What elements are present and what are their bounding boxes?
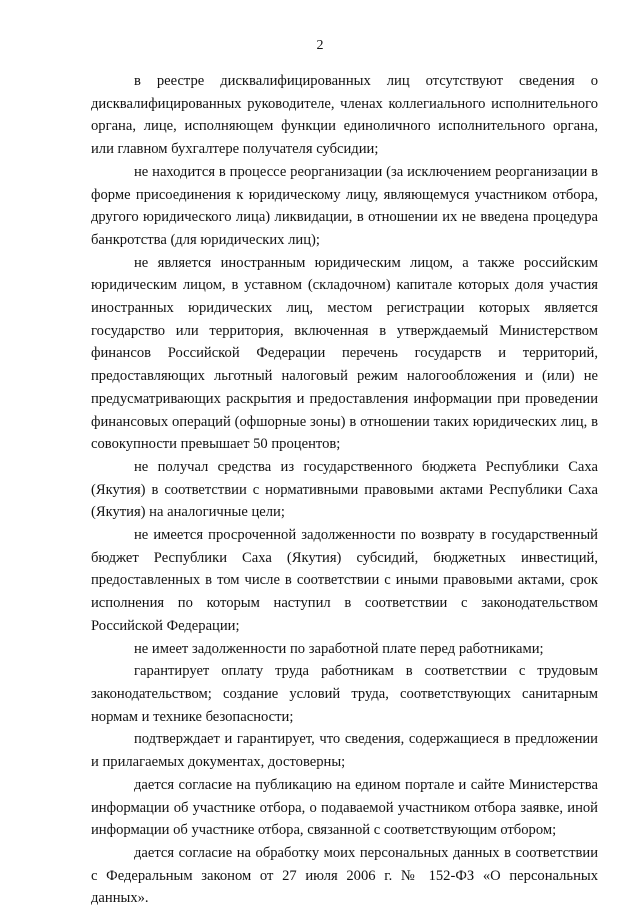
page-number: 2 — [316, 38, 324, 53]
paragraph-accuracy-confirmation: подтверждает и гарантирует, что сведения, содержащиеся в предложении и прилагаемых документах, достоверны; — [91, 731, 598, 771]
paragraph-no-budget-funds: не получал средства из государственного бюджета Республики Саха (Якутия) в соответствии с нормативными правовыми актами Республики Саха (Якутия) на аналогичные цели; — [91, 458, 598, 521]
paragraph-labor-guarantee: гарантирует оплату труда работникам в соответствии с трудовым законодательством; создание условий труда, соответствующих санитарным нормам и технике безопасности; — [91, 663, 598, 725]
document-body — [91, 70, 598, 910]
paragraph-personal-data-consent: дается согласие на обработку моих персональных данных в соответствии с Федеральным законом от 27 июля 2006 г. № 152-ФЗ «О персональных данных». — [91, 844, 598, 907]
paragraph-no-wage-arrears: не имеет задолженности по заработной плате перед работниками; — [134, 640, 544, 657]
paragraph-publication-consent: дается согласие на публикацию на едином портале и сайте Министерства информации об участнике отбора, о подаваемой участником отбора заявке, иной информации об участнике отбора, связанной с соответствующим отбором; — [91, 776, 598, 839]
paragraph-reorganization: не находится в процессе реорганизации (за исключением реорганизации в форме присоединения к юридическому лицу, являющемуся участником отбора, другого юридического лица) ликвидации, в отношении их не введена процедура банкротства (для юридических лиц); — [91, 163, 598, 248]
paragraph-no-overdue-debt: не имеется просроченной задолженности по возврату в государственный бюджет Республики Саха (Якутия) субсидий, бюджетных инвестиций, предоставленных в том числе в соответствии с иными правовыми актами, срок исполнения по которым наступил в соответствии с законодательством Российской Федерации; — [91, 527, 598, 634]
paragraph-foreign-entity: не является иностранным юридическим лицом, а также российским юридическим лицом, в уставном (складочном) капитале которых доля участия иностранных юридических лиц, местом регистрации которых является государство или территория, включенная в утверждаемый Министерством финансов Российской Федерации перечень государств и территорий, предоставляющих льготный налоговый режим налогообложения и (или) не предусматривающих раскрытия и предоставления информации при проведении финансовых операций (офшорные зоны) в отношении таких юридических лиц, в совокупности превышает 50 процентов; — [91, 254, 598, 453]
paragraph-disqualified-persons: в реестре дисквалифицированных лиц отсутствуют сведения о дисквалифицированных руководителе, членах коллегиального исполнительного органа, лице, исполняющем функции единоличного исполнительного органа, или главном бухгалтере получателя субсидии; — [91, 73, 598, 158]
